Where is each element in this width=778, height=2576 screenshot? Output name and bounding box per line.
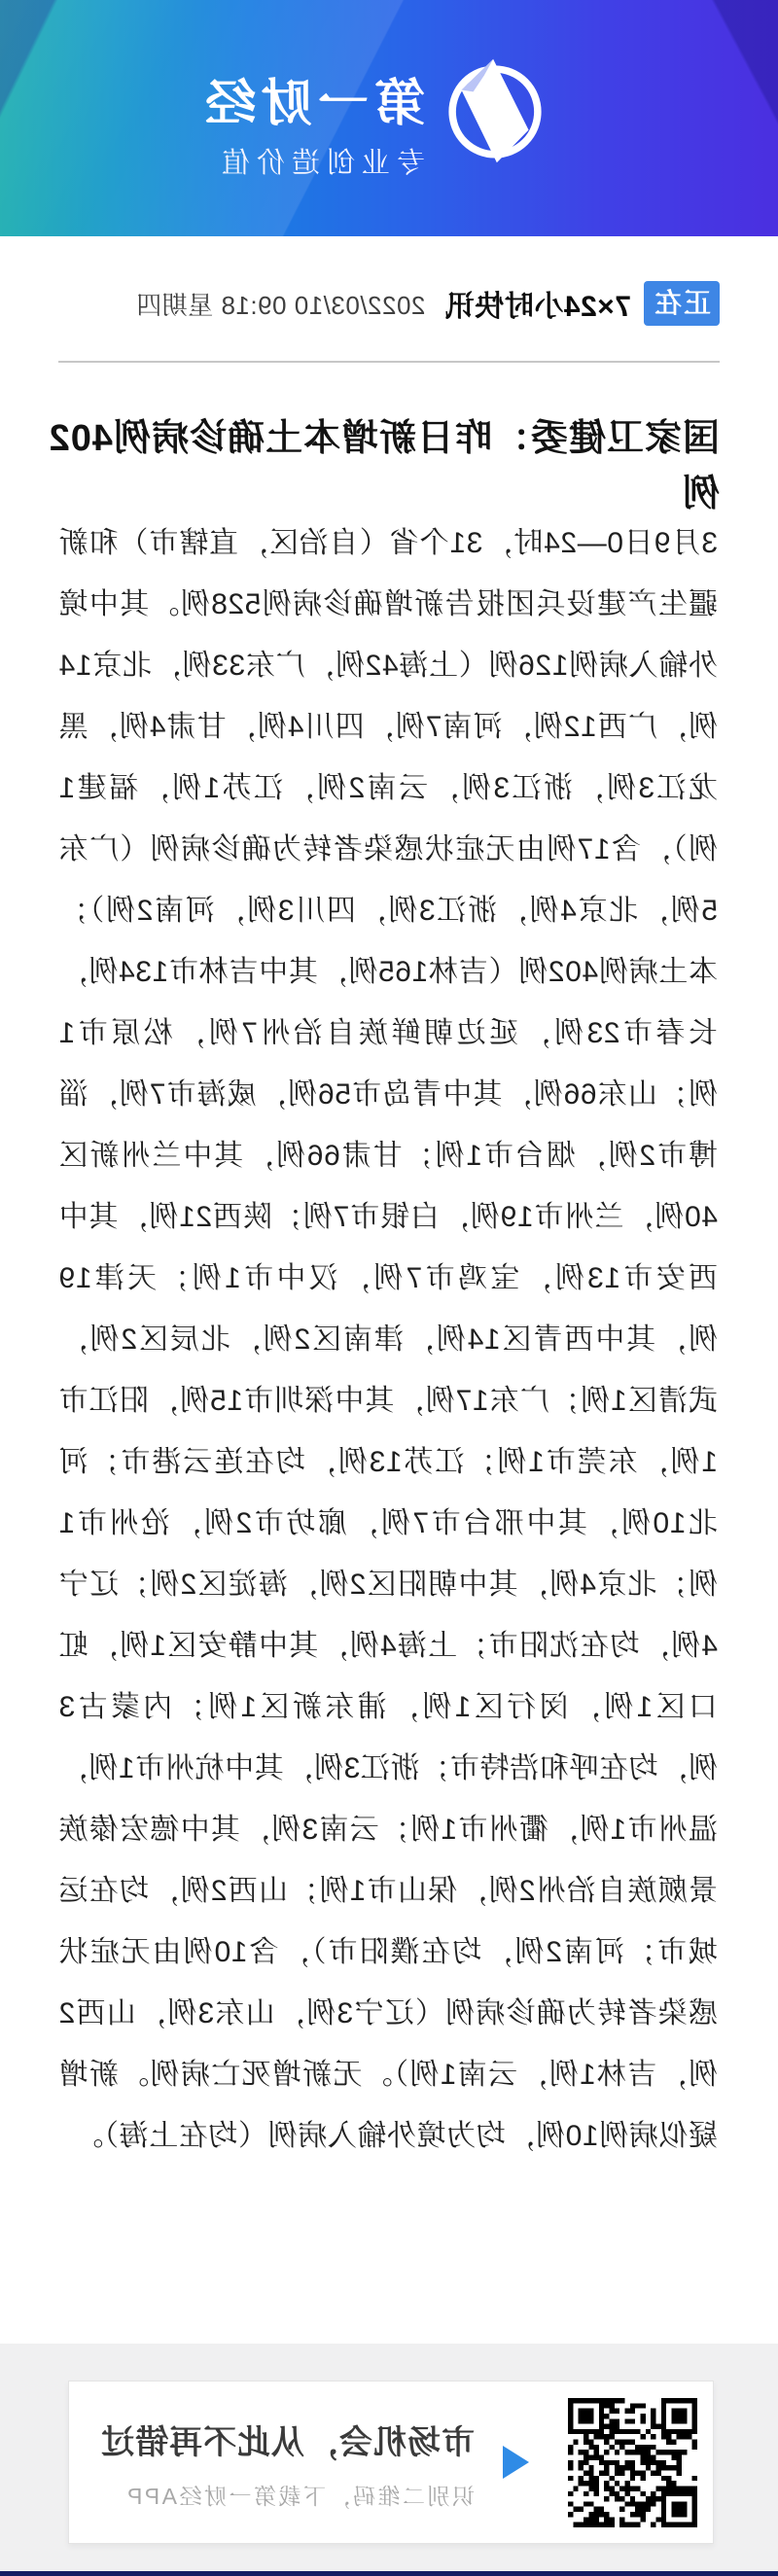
promo-section <box>0 2344 778 2576</box>
promo-text-block <box>76 2382 475 2545</box>
newsbar <box>49 276 720 331</box>
channel-title: 7×24小时快讯 <box>444 291 631 323</box>
qr-code-icon <box>568 2398 697 2527</box>
app-download-promo-card[interactable] <box>68 2381 714 2544</box>
divider-line <box>58 361 720 363</box>
brand-logo-row <box>199 53 549 181</box>
yicai-diamond-logo-icon <box>441 53 549 168</box>
play-arrow-icon <box>503 2446 529 2479</box>
promo-subline: 识别二维码，下载第一财经APP <box>124 2484 475 2509</box>
live-badge: 正在 <box>644 281 720 326</box>
article-body: 3月9日0—24时，31个省（自治区，直辖市）和新疆生产建设兵团报告新增确诊病例528例。其中境外输入病例126例（上海42例，广东33例，北京14例，广西12例，河南7例，四川4例，甘肃4例，黑龙江3例，浙江3例，云南2例，江苏1例，福建1例），含17例由无症状感染者转为确诊病例（广东5例，北京4例，浙江3例，四川3例，河南2例）；本土病例402例（吉林165例，其中吉林市134例，长春市23例，延边朝鲜族自治州7例，松原市1例；山东66例，其中青岛市56例，威海市7例，淄博市2例，烟台市1例；甘肃66例，其中兰州新区40例，兰州市19例，白银市7例；陕西21例，其中西安市13例，宝鸡市7例，汉中市1例；天津19例，其中西青区14例，津南区2例，北辰区2例，武清区1例；广东17例，其中深圳市15例，阳江市1例，东莞市1例；江苏13例，均在连云港市；河北10例，其中邢台市7例，廊坊市2例，沧州市1例；北京4例，其中朝阳区2例，海淀区2例；辽宁4例，均在沈阳市；上海4例，其中静安区1例，虹口区1例，闵行区1例，浦东新区1例；内蒙古3例，均在呼和浩特市；浙江3例，其中杭州市1例，温州市1例，衢州市1例；云南3例，其中德宏傣族景颇族自治州2例，保山市1例；山西2例，均在运城市；河南2例，均在濮阳市），含10例由无症状感染者转为确诊病例（辽宁3例，山东3例，山西2例，吉林1例，云南1例）。无新增死亡病例。新增疑似病例10例，均为境外输入病例（均在上海）。 <box>58 527 718 2152</box>
brand-name: 第一财经 <box>198 76 425 132</box>
brand-text-block <box>199 53 425 181</box>
article-title: 国家卫健委：昨日新增本土确诊病例402例 <box>48 418 720 515</box>
promo-headline: 市场机会，从此不再错过 <box>100 2424 475 2461</box>
timestamp: 2022/03/10 09:18 星期四 <box>135 290 426 320</box>
bottom-edge-strip <box>0 2571 778 2576</box>
brand-banner <box>0 0 778 236</box>
brand-tagline: 专业创造价值 <box>214 148 425 179</box>
